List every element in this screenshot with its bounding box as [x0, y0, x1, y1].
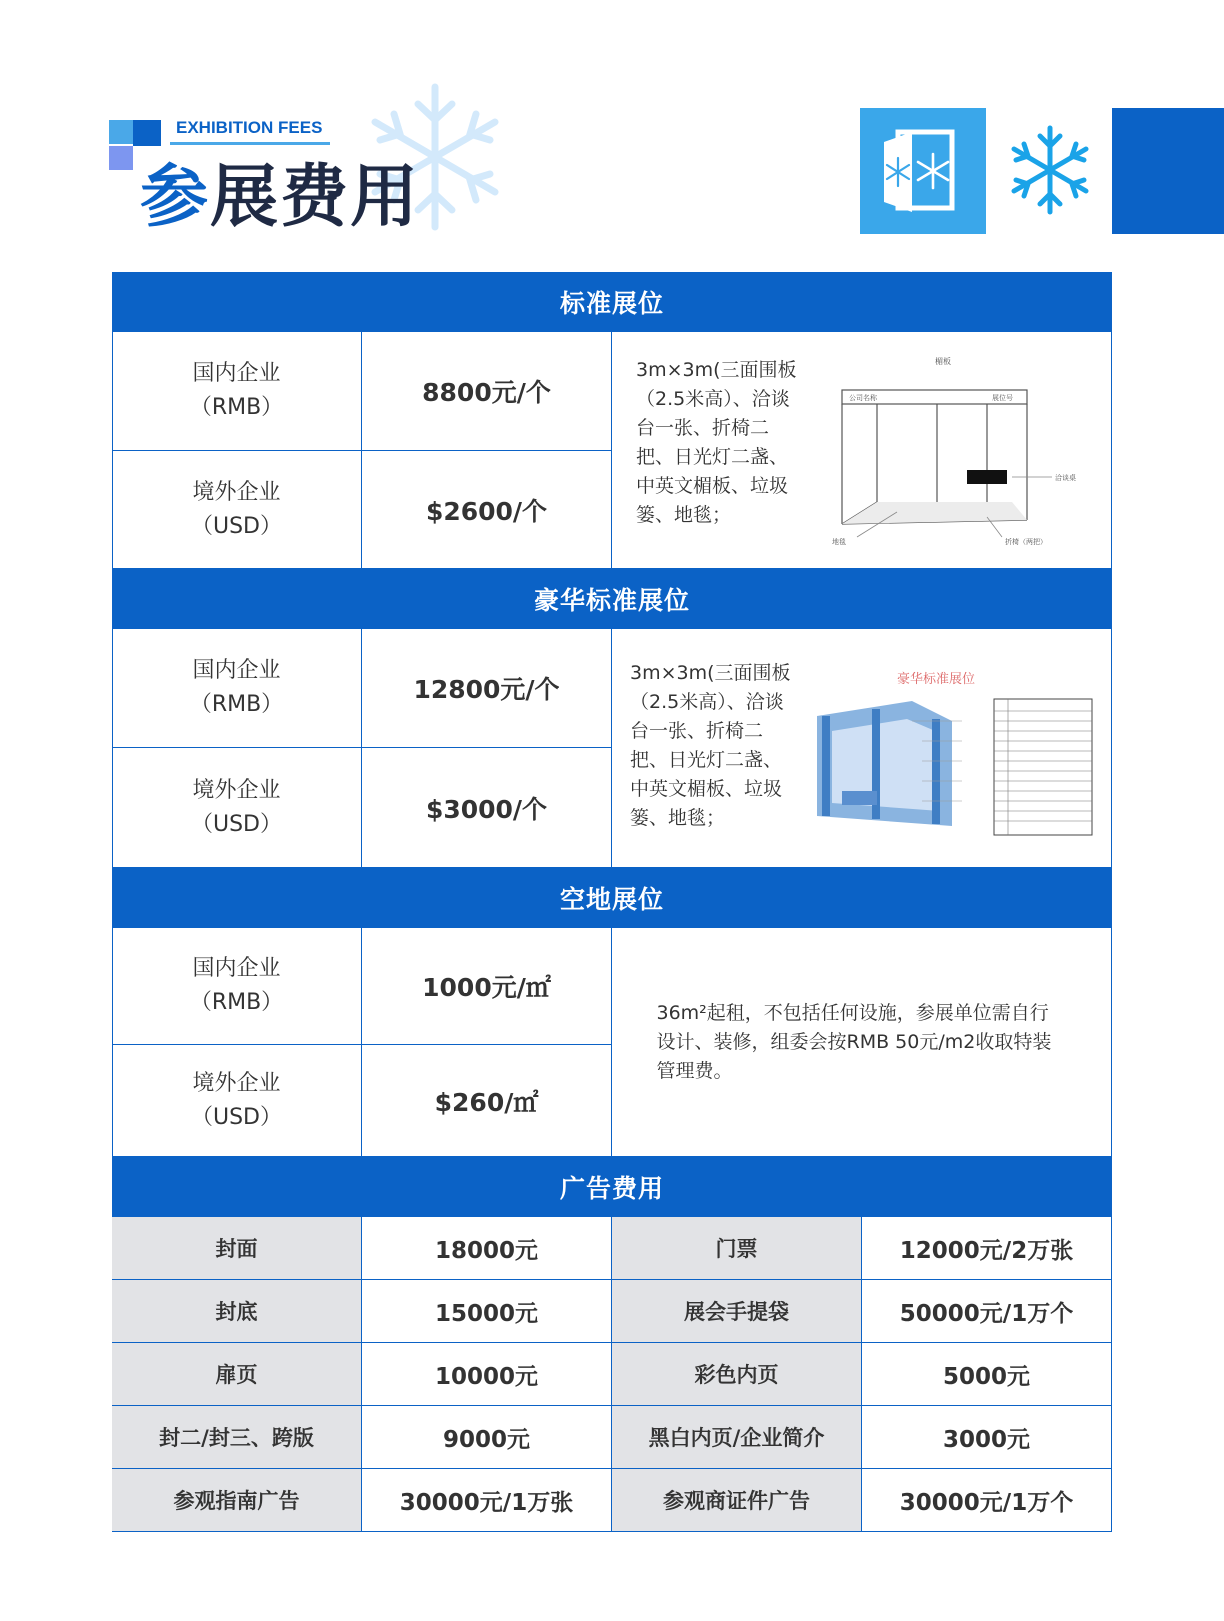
- luxury-booth-image: [812, 661, 1102, 841]
- currency-text: （USD）: [190, 513, 282, 539]
- overseas-label-cell: [112, 451, 362, 569]
- standard-description-cell: [612, 332, 1112, 569]
- diagram-label: 公司名称: [849, 394, 877, 402]
- overseas-price-cell: [362, 451, 612, 569]
- ad-item-price-cell: [362, 1469, 612, 1532]
- label-text: 国内企业: [192, 658, 281, 683]
- ad-item-label: 封面: [215, 1237, 258, 1261]
- raw-space-description-cell: [612, 928, 1112, 1157]
- ad-item-label-cell: [112, 1406, 362, 1469]
- decor-square: [133, 120, 161, 146]
- label-text: 境外企业: [192, 1070, 281, 1096]
- domestic-price-cell: [362, 332, 612, 451]
- section-header-standard: 标准展位: [112, 272, 1112, 332]
- currency-text: （RMB）: [189, 395, 284, 420]
- standard-booth-diagram: [827, 352, 1097, 552]
- domestic-price-cell: [362, 928, 612, 1045]
- domestic-label-cell: [112, 928, 362, 1045]
- price-value: $3000/个: [425, 794, 548, 824]
- diagram-label: 楣板: [935, 357, 951, 366]
- freezer-door-icon: [860, 108, 986, 234]
- diagram-label: 洽谈桌: [1055, 474, 1076, 482]
- diagram-label: 展位号: [992, 394, 1013, 402]
- ad-item-price: 15000元: [434, 1300, 539, 1327]
- label-text: 境外企业: [192, 479, 281, 505]
- ad-item-price-cell: [862, 1280, 1112, 1343]
- booth-description: 3m×3m(三面围板（2.5米高）、洽谈台一张、折椅二把、日光灯二盏、中英文楣板、垃圾篓、地毯；: [636, 359, 797, 526]
- price-value: 8800元/个: [422, 378, 551, 407]
- ad-item-label-cell: [612, 1469, 862, 1532]
- header-subtitle: EXHIBITION FEES: [176, 118, 323, 137]
- decor-block: [1112, 108, 1224, 234]
- price-value: 1000元/㎡: [422, 973, 551, 1002]
- ad-item-price: 50000元/1万个: [899, 1300, 1074, 1327]
- ad-item-price: 30000元/1万张: [399, 1489, 574, 1516]
- ad-item-label: 封底: [215, 1300, 258, 1324]
- domestic-price-cell: [362, 629, 612, 748]
- page-header: [0, 0, 1224, 260]
- image-caption: 豪华标准展位: [897, 672, 976, 687]
- decor-square: [109, 146, 133, 170]
- ad-item-label-cell: [612, 1217, 862, 1280]
- label-text: 国内企业: [192, 956, 281, 981]
- ad-item-label-cell: [612, 1406, 862, 1469]
- price-value: $2600/个: [425, 496, 548, 526]
- ad-item-label: 扉页: [215, 1363, 258, 1387]
- ad-item-price-cell: [862, 1406, 1112, 1469]
- currency-text: （RMB）: [189, 990, 284, 1015]
- ad-item-label: 封二/封三、跨版: [159, 1426, 314, 1450]
- ad-item-price-cell: [862, 1343, 1112, 1406]
- ad-item-label-cell: [112, 1217, 362, 1280]
- currency-text: （RMB）: [189, 692, 284, 717]
- ad-item-price: 12000元/2万张: [899, 1237, 1074, 1264]
- domestic-label-cell: [112, 332, 362, 451]
- ad-item-price: 3000元: [942, 1426, 1030, 1453]
- section-header-raw-space: 空地展位: [112, 868, 1112, 928]
- label-text: 国内企业: [192, 361, 281, 386]
- ad-item-label: 黑白内页/企业简介: [648, 1426, 825, 1450]
- ad-item-price-cell: [362, 1217, 612, 1280]
- freezer-door-icon-box: [860, 108, 986, 234]
- overseas-price-cell: [362, 1045, 612, 1157]
- ad-item-price: 18000元: [434, 1237, 539, 1264]
- snowflake-icon: [1004, 124, 1096, 216]
- ad-item-price: 9000元: [442, 1426, 530, 1453]
- overseas-label-cell: [112, 748, 362, 868]
- section-header-ads: 广告费用: [112, 1157, 1112, 1217]
- domestic-label-cell: [112, 629, 362, 748]
- section-header-luxury: 豪华标准展位: [112, 569, 1112, 629]
- overseas-price-cell: [362, 748, 612, 868]
- ad-item-label-cell: [612, 1280, 862, 1343]
- ad-item-label-cell: [112, 1280, 362, 1343]
- ad-item-label: 参观指南广告: [173, 1489, 300, 1513]
- ad-item-price: 30000元/1万个: [899, 1489, 1074, 1516]
- ad-item-price-cell: [362, 1406, 612, 1469]
- ad-item-price-cell: [362, 1280, 612, 1343]
- price-value: 12800元/个: [413, 675, 560, 704]
- title-first-char: 参: [140, 158, 211, 237]
- ad-item-price: 10000元: [434, 1363, 539, 1390]
- overseas-label-cell: [112, 1045, 362, 1157]
- ad-item-price-cell: [862, 1469, 1112, 1532]
- ad-item-label-cell: [112, 1343, 362, 1406]
- ad-item-label-cell: [612, 1343, 862, 1406]
- ad-item-price-cell: [362, 1343, 612, 1406]
- ad-item-label-cell: [112, 1469, 362, 1532]
- diagram-label: 折椅（两把）: [1005, 538, 1047, 546]
- subtitle-underline: [170, 142, 330, 145]
- raw-space-description: 36m²起租，不包括任何设施，参展单位需自行设计、装修，组委会按RMB 50元/m2收取特装管理费。: [656, 1001, 1052, 1082]
- ad-item-price-cell: [862, 1217, 1112, 1280]
- luxury-description-cell: [612, 629, 1112, 868]
- ad-item-label: 彩色内页: [694, 1363, 779, 1387]
- title-rest: 展费用: [210, 158, 421, 237]
- booth-description: 3m×3m(三面围板（2.5米高）、洽谈台一张、折椅二把、日光灯二盏、中英文楣板、垃圾篓、地毯；: [630, 662, 791, 829]
- ad-item-price: 5000元: [942, 1363, 1030, 1390]
- diagram-label: 地毯: [832, 538, 846, 546]
- price-value: $260/㎡: [434, 1087, 539, 1117]
- ad-item-label: 门票: [715, 1237, 758, 1261]
- page-title: [140, 158, 420, 238]
- currency-text: （USD）: [190, 811, 282, 837]
- label-text: 境外企业: [192, 777, 281, 803]
- currency-text: （USD）: [190, 1104, 282, 1130]
- ad-item-label: 展会手提袋: [684, 1300, 789, 1324]
- ad-item-label: 参观商证件广告: [663, 1489, 810, 1513]
- decor-square: [109, 120, 133, 144]
